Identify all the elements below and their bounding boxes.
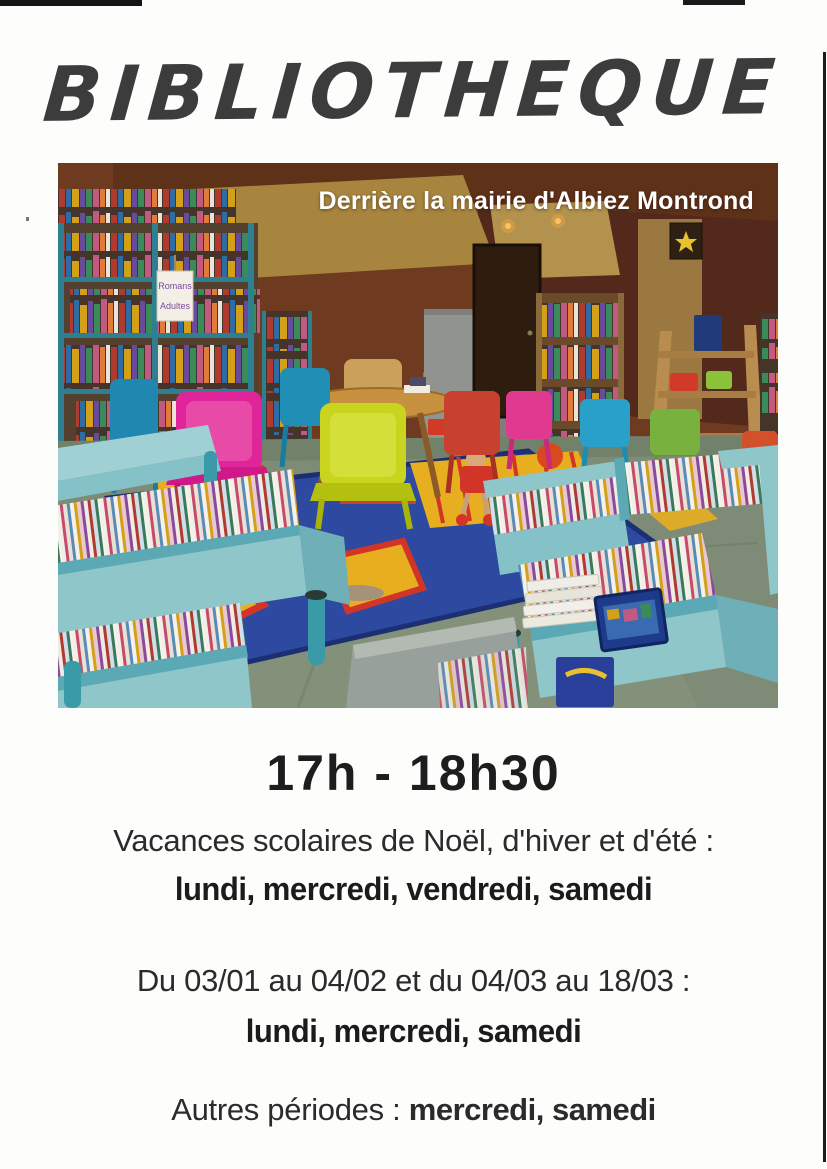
poster-title: BIBLIOTHEQUE <box>40 42 787 139</box>
holiday-label: Vacances scolaires de Noël, d'hiver et d'été : <box>113 823 714 858</box>
opening-hours: 17h - 18h30 <box>266 745 561 801</box>
scan-artifact-top-left <box>0 0 142 6</box>
photo-caption: Derrière la mairie d'Albiez Montrond <box>318 187 754 215</box>
blue-binder <box>694 315 722 351</box>
star-picture <box>670 223 702 259</box>
red-bin <box>670 373 698 391</box>
period-days: lundi, mercredi, samedi <box>245 1013 582 1049</box>
holiday-days: lundi, mercredi, vendredi, samedi <box>174 871 653 907</box>
other-periods-label: Autres périodes : <box>171 1092 409 1127</box>
period-label: Du 03/01 au 04/02 et du 04/03 au 18/03 : <box>136 963 691 998</box>
scan-artifact-top-right <box>683 0 745 5</box>
other-periods-days: mercredi, samedi <box>408 1092 656 1127</box>
shelf-sign-line2: Adultes <box>159 301 191 311</box>
scan-artifact-dot <box>26 217 29 221</box>
library-photo <box>58 163 778 708</box>
blue-album <box>556 657 614 707</box>
other-periods-line <box>0 1092 827 1128</box>
green-bin <box>706 371 732 389</box>
shelf-sign-line1: Romans <box>158 281 192 291</box>
library-scene <box>58 163 778 708</box>
picture-book <box>595 589 668 652</box>
